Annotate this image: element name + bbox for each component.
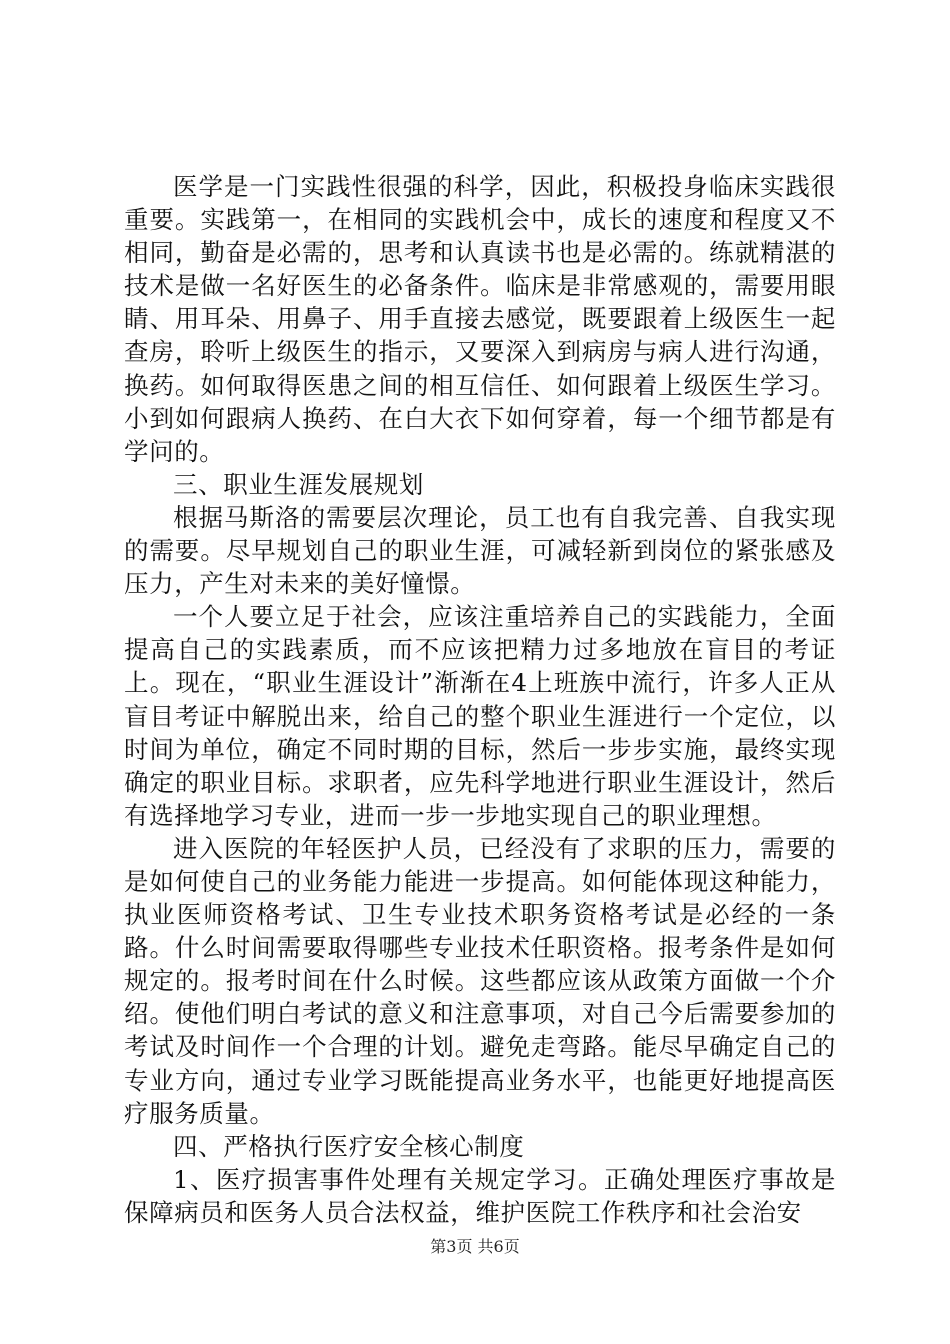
paragraph-medical-damage: 1、医疗损害事件处理有关规定学习。正确处理医疗事故是保障病员和医务人员合法权益，维护医院工作秩序和社会治安: [124, 1164, 836, 1227]
section-heading-career-planning: 三、职业生涯发展规划: [173, 469, 424, 499]
paragraph-clinical-practice: 医学是一门实践性很强的科学，因此，积极投身临床实践很重要。实践第一，在相同的实践机会中，成长的速度和程度又不相同，勤奋是必需的，思考和认真读书也是必需的。练就精湛的技术是做一名好医生的必备条件。临床是非常感观的，需要用眼睛、用耳朵、用鼻子、用手直接去感觉，既要跟着上级医生一起查房，聆听上级医生的指示，又要深入到病房与病人进行沟通，换药。如何取得医患之间的相互信任、如何跟着上级医生学习。小到如何跟病人换药、在白大衣下如何穿着，每一个细节都是有学问的。: [124, 172, 836, 466]
paragraph-career-design: 一个人要立足于社会，应该注重培养自己的实践能力，全面提高自己的实践素质，而不应该把精力过多地放在盲目的考证上。现在，“职业生涯设计”渐渐在4上班族中流行，许多人正从盲目考证中解脱出来，给自己的整个职业生涯进行一个定位，以时间为单位，确定不同时期的目标，然后一步步实施，最终实现确定的职业目标。求职者，应先科学地进行职业生涯设计，然后有选择地学习专业，进而一步一步地实现自己的职业理想。: [124, 602, 836, 830]
page-number-label: 第3页 共6页: [430, 1237, 520, 1256]
page-footer: [0, 1237, 950, 1257]
paragraph-young-staff: 进入医院的年轻医护人员，已经没有了求职的压力，需要的是如何使自己的业务能力能进一步提高。如何能体现这种能力，执业医师资格考试、卫生专业技术职务资格考试是必经的一条路。什么时间需要取得哪些专业技术任职资格。报考条件是如何规定的。报考时间在什么时候。这些都应该从政策方面做一个介绍。使他们明白考试的意义和注意事项，对自己今后需要参加的考试及时间作一个合理的计划。避免走弯路。能尽早确定自己的专业方向，通过专业学习既能提高业务水平，也能更好地提高医疗服务质量。: [124, 833, 836, 1128]
paragraph-maslow: 根据马斯洛的需要层次理论，员工也有自我完善、自我实现的需要。尽早规划自己的职业生涯，可减轻新到岗位的紧张感及压力，产生对未来的美好憧憬。: [124, 502, 836, 599]
section-heading-safety-system: 四、严格执行医疗安全核心制度: [173, 1131, 525, 1161]
document-body: [124, 170, 836, 1229]
